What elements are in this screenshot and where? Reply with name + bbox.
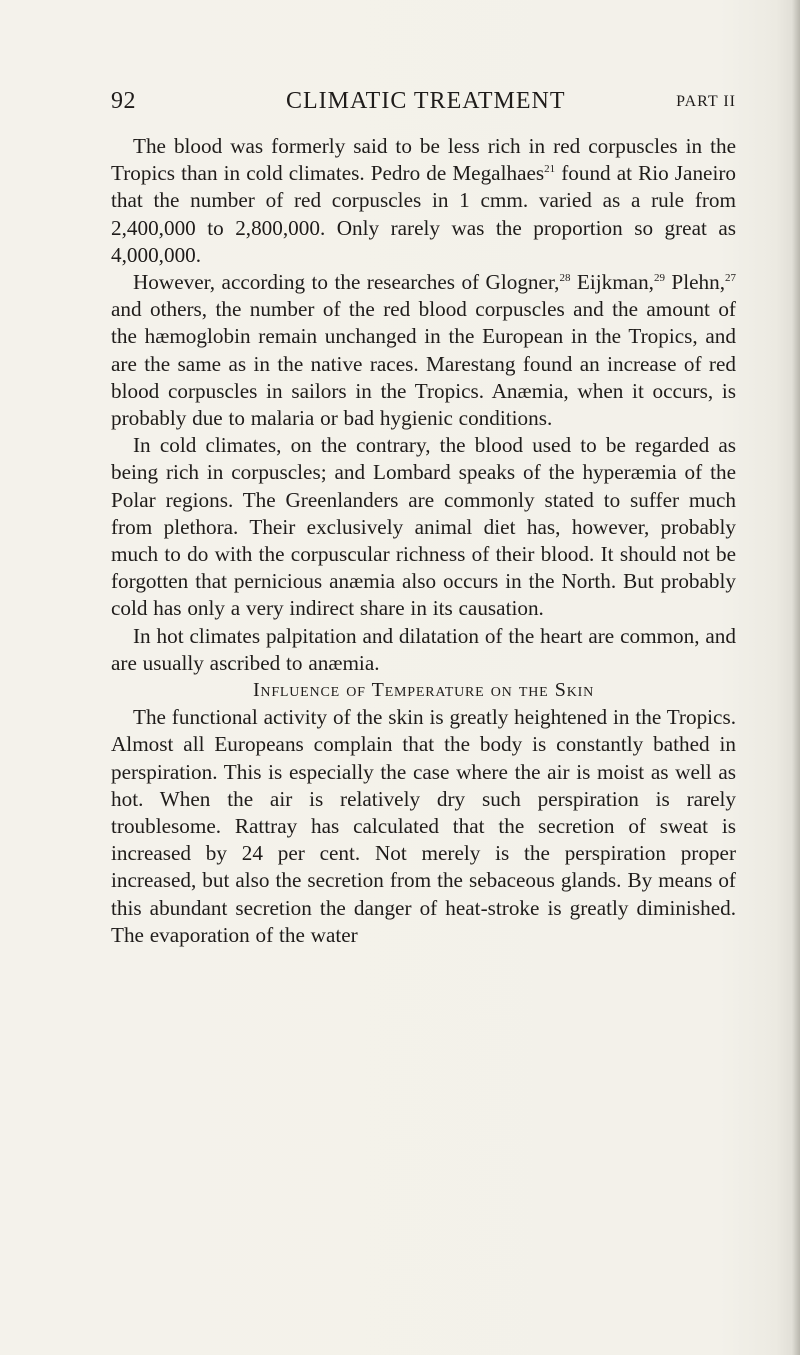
running-head <box>111 88 736 118</box>
footnote-ref-21: 21 <box>544 163 556 176</box>
footnote-ref-29: 29 <box>653 272 665 285</box>
paragraph-cold-climates: In cold climates, on the contrary, the blood used to be regarded as being rich in corpuscles; and Lombard speaks of the hyperæmia of the Polar regions. The Greenlanders are commonly stated to suffer much from plethora. Their exclusively animal diet has, however, probably much to do with the corpuscular richness of their blood. It should not be forgotten that pernicious anæmia also occurs in the North. But probably cold has only a very indirect share in its causation. <box>111 433 736 621</box>
page-edge <box>792 0 800 1355</box>
p2-text-d: and others, the number of the red blood corpuscles and the amount of the hæmoglobin remain unchanged in the European in the Tropics, and are the same as in the native races. Marestang found an increase of red blood corpuscles in sailors in the Tropics. Anæmia, when it occurs, is probably due to malaria or bad hygienic conditions. <box>111 297 736 431</box>
running-title: CLIMATIC TREATMENT <box>286 88 566 114</box>
paragraph-researches <box>111 269 736 432</box>
footnote-ref-28: 28 <box>559 272 571 285</box>
page-number: 92 <box>111 88 136 114</box>
p2-text-c: Plehn, <box>664 270 725 295</box>
part-label: PART II <box>676 93 736 110</box>
body-text <box>111 133 736 949</box>
p2-text-b: Eijkman, <box>570 270 654 295</box>
paragraph-blood-corpuscles <box>111 133 736 269</box>
p1-text-b: found at Rio Janeiro that the number of red corpuscles in 1 cmm. varied as a rule from 2,400,000 to 2,800,000. Only rarely was the proportion so great as 4,000,000. <box>111 161 736 267</box>
section-heading: Influence of Temperature on the Skin <box>252 679 595 702</box>
paragraph-hot-climates: In hot climates palpitation and dilatation of the heart are common, and are usually ascribed to anæmia. <box>111 623 736 675</box>
p1-text-a: The blood was formerly said to be less rich in red corpuscles in the Tropics than in cold climates. Pedro de Megalhaes <box>111 134 736 186</box>
p2-text-a: However, according to the researches of Glogner, <box>133 270 560 295</box>
footnote-ref-27: 27 <box>725 272 736 285</box>
paragraph-skin: The functional activity of the skin is greatly heightened in the Tropics. Almost all Europeans complain that the body is constantly bathed in perspiration. This is especially the case where the air is moist as well as hot. When the air is relatively dry such perspiration is rarely troublesome. Rattray has calculated that the secretion of sweat is increased by 24 per cent. Not merely is the perspiration proper increased, but also the secretion from the sebaceous glands. By means of this abundant secretion the danger of heat-stroke is greatly diminished. The evaporation of the water <box>111 705 736 947</box>
